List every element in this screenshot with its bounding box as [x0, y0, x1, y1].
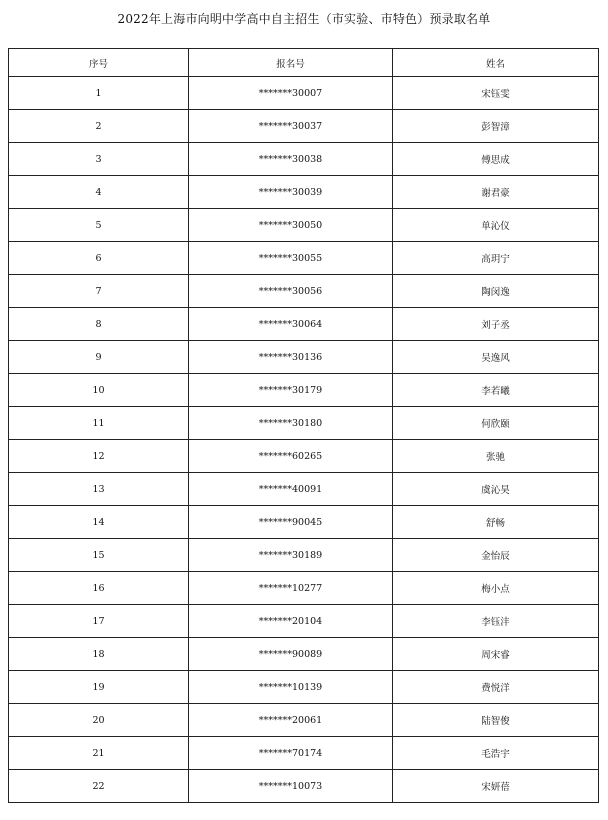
row-index-cell: 1 — [9, 77, 189, 110]
table-row — [9, 209, 599, 242]
row-index-cell: 16 — [9, 572, 189, 605]
row-index-cell: 12 — [9, 440, 189, 473]
table-body — [9, 77, 599, 803]
student-name-cell: 李若曦 — [393, 374, 599, 407]
row-index-cell: 22 — [9, 770, 189, 803]
table-row — [9, 176, 599, 209]
table-row — [9, 605, 599, 638]
row-index-cell: 8 — [9, 308, 189, 341]
student-name-cell: 谢君豪 — [393, 176, 599, 209]
row-index-cell: 3 — [9, 143, 189, 176]
registration-number-cell: *******10277 — [189, 572, 393, 605]
table-header-row — [9, 49, 599, 77]
registration-number-cell: *******70174 — [189, 737, 393, 770]
registration-number-cell: *******30007 — [189, 77, 393, 110]
table-row — [9, 506, 599, 539]
student-name-cell: 李钰沣 — [393, 605, 599, 638]
student-name-cell: 虞沁昊 — [393, 473, 599, 506]
table-row — [9, 308, 599, 341]
registration-number-cell: *******30038 — [189, 143, 393, 176]
student-name-cell: 费悦洋 — [393, 671, 599, 704]
row-index-cell: 4 — [9, 176, 189, 209]
row-index-cell: 13 — [9, 473, 189, 506]
row-index-cell: 9 — [9, 341, 189, 374]
column-header-name: 姓名 — [393, 49, 599, 77]
student-name-cell: 金怡辰 — [393, 539, 599, 572]
registration-number-cell: *******10073 — [189, 770, 393, 803]
document-title: 2022年上海市向明中学高中自主招生（市实验、市特色）预录取名单 — [117, 12, 491, 26]
table-row — [9, 539, 599, 572]
registration-number-cell: *******30039 — [189, 176, 393, 209]
table-row — [9, 407, 599, 440]
student-name-cell: 周宋睿 — [393, 638, 599, 671]
table-row — [9, 770, 599, 803]
table-row — [9, 638, 599, 671]
registration-number-cell: *******30189 — [189, 539, 393, 572]
table-row — [9, 704, 599, 737]
registration-number-cell: *******20061 — [189, 704, 393, 737]
row-index-cell: 10 — [9, 374, 189, 407]
student-name-cell: 陶闵逸 — [393, 275, 599, 308]
registration-number-cell: *******30136 — [189, 341, 393, 374]
table-row — [9, 275, 599, 308]
student-name-cell: 陆智俊 — [393, 704, 599, 737]
registration-number-cell: *******30050 — [189, 209, 393, 242]
row-index-cell: 15 — [9, 539, 189, 572]
table-row — [9, 110, 599, 143]
table-row — [9, 440, 599, 473]
registration-number-cell: *******20104 — [189, 605, 393, 638]
table-row — [9, 341, 599, 374]
student-name-cell: 宋钰雯 — [393, 77, 599, 110]
registration-number-cell: *******30064 — [189, 308, 393, 341]
registration-number-cell: *******30037 — [189, 110, 393, 143]
row-index-cell: 17 — [9, 605, 189, 638]
table-row — [9, 572, 599, 605]
registration-number-cell: *******10139 — [189, 671, 393, 704]
row-index-cell: 6 — [9, 242, 189, 275]
student-name-cell: 舒畅 — [393, 506, 599, 539]
registration-number-cell: *******90089 — [189, 638, 393, 671]
row-index-cell: 7 — [9, 275, 189, 308]
admission-list-table — [8, 48, 599, 803]
student-name-cell: 宋妍蓓 — [393, 770, 599, 803]
student-name-cell: 毛浩宇 — [393, 737, 599, 770]
registration-number-cell: *******40091 — [189, 473, 393, 506]
student-name-cell: 高玥宁 — [393, 242, 599, 275]
row-index-cell: 19 — [9, 671, 189, 704]
row-index-cell: 20 — [9, 704, 189, 737]
column-header-index: 序号 — [9, 49, 189, 77]
table-row — [9, 374, 599, 407]
row-index-cell: 5 — [9, 209, 189, 242]
table-row — [9, 671, 599, 704]
table-row — [9, 143, 599, 176]
row-index-cell: 11 — [9, 407, 189, 440]
student-name-cell: 单沁仪 — [393, 209, 599, 242]
student-name-cell: 梅小点 — [393, 572, 599, 605]
registration-number-cell: *******30180 — [189, 407, 393, 440]
student-name-cell: 彭智漳 — [393, 110, 599, 143]
registration-number-cell: *******90045 — [189, 506, 393, 539]
table-row — [9, 77, 599, 110]
student-name-cell: 何欣颐 — [393, 407, 599, 440]
row-index-cell: 14 — [9, 506, 189, 539]
student-name-cell: 刘子丞 — [393, 308, 599, 341]
row-index-cell: 18 — [9, 638, 189, 671]
student-name-cell: 张驰 — [393, 440, 599, 473]
table-row — [9, 473, 599, 506]
table-row — [9, 242, 599, 275]
registration-number-cell: *******30055 — [189, 242, 393, 275]
row-index-cell: 2 — [9, 110, 189, 143]
registration-number-cell: *******30056 — [189, 275, 393, 308]
registration-number-cell: *******60265 — [189, 440, 393, 473]
column-header-registration-number: 报名号 — [189, 49, 393, 77]
registration-number-cell: *******30179 — [189, 374, 393, 407]
row-index-cell: 21 — [9, 737, 189, 770]
table-row — [9, 737, 599, 770]
student-name-cell: 傅思成 — [393, 143, 599, 176]
student-name-cell: 吴逸风 — [393, 341, 599, 374]
